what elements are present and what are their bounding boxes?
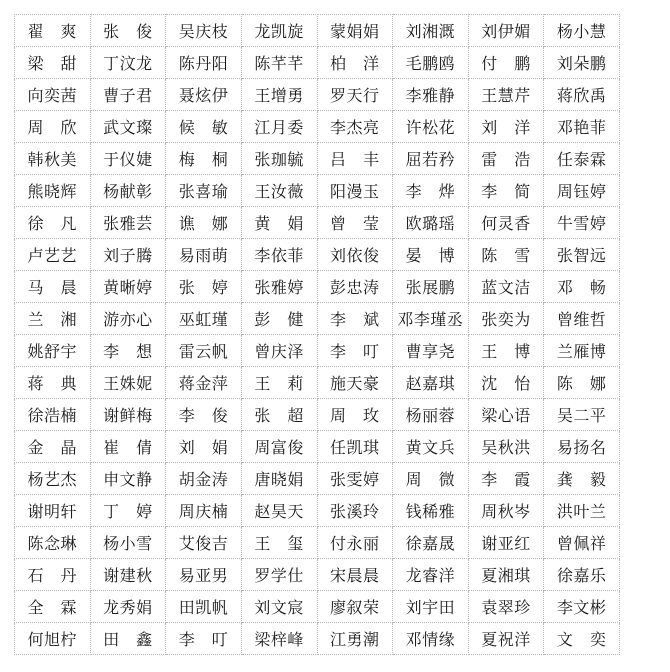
name-cell: 蒋欣禹 <box>544 79 620 111</box>
name-cell: 邓 畅 <box>544 271 620 303</box>
name-cell: 张奕为 <box>468 303 544 335</box>
name-cell: 李 霞 <box>468 463 544 495</box>
name-cell: 巫虹瑾 <box>166 303 242 335</box>
roster-row <box>15 111 620 143</box>
roster-row <box>15 431 620 463</box>
name-cell: 曾佩祥 <box>544 527 620 559</box>
name-cell: 张 超 <box>241 399 317 431</box>
name-cell: 屈若矜 <box>393 143 469 175</box>
name-cell: 丁汶龙 <box>90 47 166 79</box>
name-cell: 罗天行 <box>317 79 393 111</box>
name-cell: 李 斌 <box>317 303 393 335</box>
roster-row <box>15 463 620 495</box>
name-cell: 雷云帆 <box>166 335 242 367</box>
name-cell: 卢艺艺 <box>15 239 91 271</box>
name-cell: 彭忠涛 <box>317 271 393 303</box>
name-cell: 任泰霖 <box>544 143 620 175</box>
name-cell: 宋晨晨 <box>317 559 393 591</box>
name-cell: 雷 浩 <box>468 143 544 175</box>
roster-row <box>15 303 620 335</box>
name-cell: 龙凯旋 <box>241 15 317 47</box>
name-cell: 王 玺 <box>241 527 317 559</box>
roster-row <box>15 559 620 591</box>
name-cell: 邓李瑾丞 <box>393 303 469 335</box>
name-cell: 江月委 <box>241 111 317 143</box>
roster-row <box>15 335 620 367</box>
name-cell: 陈丹阳 <box>166 47 242 79</box>
roster-row <box>15 175 620 207</box>
name-cell: 谢亚红 <box>468 527 544 559</box>
name-cell: 徐嘉晟 <box>393 527 469 559</box>
name-cell: 向奕茜 <box>15 79 91 111</box>
roster-row <box>15 143 620 175</box>
name-roster-table <box>14 14 620 655</box>
name-cell: 罗学仕 <box>241 559 317 591</box>
roster-row <box>15 271 620 303</box>
roster-row <box>15 495 620 527</box>
name-cell: 牛雪婷 <box>544 207 620 239</box>
roster-row <box>15 15 620 47</box>
name-cell: 曾庆泽 <box>241 335 317 367</box>
name-cell: 刘依俊 <box>317 239 393 271</box>
name-cell: 梁梓峰 <box>241 623 317 655</box>
name-cell: 付永丽 <box>317 527 393 559</box>
name-cell: 石 丹 <box>15 559 91 591</box>
name-cell: 邓情缘 <box>393 623 469 655</box>
name-cell: 邓艳菲 <box>544 111 620 143</box>
name-cell: 姚舒宇 <box>15 335 91 367</box>
name-cell: 武文璨 <box>90 111 166 143</box>
name-cell: 陈芊芊 <box>241 47 317 79</box>
name-cell: 曾 莹 <box>317 207 393 239</box>
name-cell: 付 鹏 <box>468 47 544 79</box>
name-cell: 易雨萌 <box>166 239 242 271</box>
name-cell: 易亚男 <box>166 559 242 591</box>
name-cell: 刘 洋 <box>468 111 544 143</box>
name-cell: 何旭柠 <box>15 623 91 655</box>
roster-row <box>15 207 620 239</box>
name-cell: 刘文宸 <box>241 591 317 623</box>
name-cell: 陈 雪 <box>468 239 544 271</box>
name-cell: 张溪玲 <box>317 495 393 527</box>
name-cell: 熊晓辉 <box>15 175 91 207</box>
name-cell: 龙秀娟 <box>90 591 166 623</box>
name-cell: 曹子君 <box>90 79 166 111</box>
name-cell: 黄文兵 <box>393 431 469 463</box>
name-cell: 杨丽蓉 <box>393 399 469 431</box>
name-cell: 徐 凡 <box>15 207 91 239</box>
name-cell: 文 奕 <box>544 623 620 655</box>
roster-row <box>15 399 620 431</box>
name-cell: 蒙娟娟 <box>317 15 393 47</box>
name-cell: 王 莉 <box>241 367 317 399</box>
name-cell: 吕 丰 <box>317 143 393 175</box>
roster-row <box>15 239 620 271</box>
name-cell: 夏祝洋 <box>468 623 544 655</box>
name-cell: 黄 娟 <box>241 207 317 239</box>
name-cell: 刘宇田 <box>393 591 469 623</box>
name-cell: 周 玫 <box>317 399 393 431</box>
name-cell: 龙睿洋 <box>393 559 469 591</box>
name-cell: 蓝文洁 <box>468 271 544 303</box>
name-cell: 施天豪 <box>317 367 393 399</box>
name-cell: 陈念琳 <box>15 527 91 559</box>
name-cell: 毛鹏鸥 <box>393 47 469 79</box>
name-cell: 吴庆枝 <box>166 15 242 47</box>
name-cell: 杨献彰 <box>90 175 166 207</box>
name-cell: 袁翠珍 <box>468 591 544 623</box>
name-cell: 周钰婷 <box>544 175 620 207</box>
name-cell: 李 叮 <box>166 623 242 655</box>
name-cell: 梅 桐 <box>166 143 242 175</box>
name-cell: 徐浩楠 <box>15 399 91 431</box>
name-cell: 李杰亮 <box>317 111 393 143</box>
name-cell: 吴二平 <box>544 399 620 431</box>
name-cell: 王汝薇 <box>241 175 317 207</box>
name-cell: 张雅婷 <box>241 271 317 303</box>
name-cell: 王 博 <box>468 335 544 367</box>
name-cell: 晏 博 <box>393 239 469 271</box>
name-cell: 沈 怡 <box>468 367 544 399</box>
name-cell: 刘伊媚 <box>468 15 544 47</box>
name-cell: 谯 娜 <box>166 207 242 239</box>
name-cell: 韩秋美 <box>15 143 91 175</box>
roster-row <box>15 47 620 79</box>
name-cell: 周 微 <box>393 463 469 495</box>
name-cell: 唐晓娟 <box>241 463 317 495</box>
name-cell: 王增勇 <box>241 79 317 111</box>
name-cell: 李 俊 <box>166 399 242 431</box>
name-cell: 李 简 <box>468 175 544 207</box>
name-cell: 杨小慧 <box>544 15 620 47</box>
name-cell: 张珈毓 <box>241 143 317 175</box>
name-cell: 周富俊 <box>241 431 317 463</box>
name-cell: 周庆楠 <box>166 495 242 527</box>
name-cell: 周 欣 <box>15 111 91 143</box>
name-cell: 钱稀雅 <box>393 495 469 527</box>
name-cell: 申文静 <box>90 463 166 495</box>
name-cell: 全 霖 <box>15 591 91 623</box>
name-cell: 蒋金萍 <box>166 367 242 399</box>
name-cell: 金 晶 <box>15 431 91 463</box>
name-cell: 谢明轩 <box>15 495 91 527</box>
name-cell: 周秋岑 <box>468 495 544 527</box>
name-cell: 梁心语 <box>468 399 544 431</box>
name-cell: 田 鑫 <box>90 623 166 655</box>
name-cell: 何灵香 <box>468 207 544 239</box>
name-cell: 谢鲜梅 <box>90 399 166 431</box>
name-cell: 廖叙荣 <box>317 591 393 623</box>
name-cell: 于仪婕 <box>90 143 166 175</box>
name-cell: 兰雁博 <box>544 335 620 367</box>
roster-row <box>15 367 620 399</box>
name-cell: 李文彬 <box>544 591 620 623</box>
name-cell: 翟 爽 <box>15 15 91 47</box>
name-cell: 陈 娜 <box>544 367 620 399</box>
name-cell: 柏 洋 <box>317 47 393 79</box>
name-cell: 游亦心 <box>90 303 166 335</box>
name-cell: 张雅芸 <box>90 207 166 239</box>
name-cell: 马 晨 <box>15 271 91 303</box>
name-cell: 吴秋洪 <box>468 431 544 463</box>
name-cell: 田凯帆 <box>166 591 242 623</box>
name-roster-body <box>15 15 620 655</box>
name-cell: 洪叶兰 <box>544 495 620 527</box>
name-cell: 彭 健 <box>241 303 317 335</box>
name-cell: 赵昊天 <box>241 495 317 527</box>
name-cell: 赵嘉琪 <box>393 367 469 399</box>
roster-row <box>15 527 620 559</box>
name-cell: 胡金涛 <box>166 463 242 495</box>
name-cell: 刘朵鹏 <box>544 47 620 79</box>
name-cell: 李 烨 <box>393 175 469 207</box>
name-cell: 曹享尧 <box>393 335 469 367</box>
name-cell: 张喜瑜 <box>166 175 242 207</box>
name-cell: 欧璐瑶 <box>393 207 469 239</box>
name-cell: 徐嘉乐 <box>544 559 620 591</box>
name-cell: 杨小雪 <box>90 527 166 559</box>
name-cell: 崔 倩 <box>90 431 166 463</box>
name-cell: 黄晰婷 <box>90 271 166 303</box>
name-cell: 任凯琪 <box>317 431 393 463</box>
name-cell: 刘湘溉 <box>393 15 469 47</box>
roster-row <box>15 623 620 655</box>
name-cell: 张智远 <box>544 239 620 271</box>
name-cell: 李 叮 <box>317 335 393 367</box>
roster-row <box>15 591 620 623</box>
name-cell: 王姝妮 <box>90 367 166 399</box>
name-cell: 谢建秋 <box>90 559 166 591</box>
name-cell: 杨艺杰 <box>15 463 91 495</box>
name-cell: 夏湘琪 <box>468 559 544 591</box>
name-cell: 梁 甜 <box>15 47 91 79</box>
name-cell: 李依菲 <box>241 239 317 271</box>
name-cell: 候 敏 <box>166 111 242 143</box>
name-cell: 蒋 典 <box>15 367 91 399</box>
name-cell: 龚 毅 <box>544 463 620 495</box>
name-cell: 易扬名 <box>544 431 620 463</box>
name-cell: 张 婷 <box>166 271 242 303</box>
roster-row <box>15 79 620 111</box>
name-cell: 曾维哲 <box>544 303 620 335</box>
name-cell: 江勇潮 <box>317 623 393 655</box>
name-cell: 丁 婷 <box>90 495 166 527</box>
name-cell: 张 俊 <box>90 15 166 47</box>
name-cell: 兰 湘 <box>15 303 91 335</box>
name-cell: 李 想 <box>90 335 166 367</box>
name-cell: 张雯婷 <box>317 463 393 495</box>
name-cell: 刘子腾 <box>90 239 166 271</box>
name-cell: 张展鹏 <box>393 271 469 303</box>
name-cell: 聂炫伊 <box>166 79 242 111</box>
name-cell: 阳漫玉 <box>317 175 393 207</box>
name-cell: 艾俊吉 <box>166 527 242 559</box>
name-cell: 李雅静 <box>393 79 469 111</box>
name-cell: 许松花 <box>393 111 469 143</box>
name-cell: 刘 娟 <box>166 431 242 463</box>
name-cell: 王慧芹 <box>468 79 544 111</box>
